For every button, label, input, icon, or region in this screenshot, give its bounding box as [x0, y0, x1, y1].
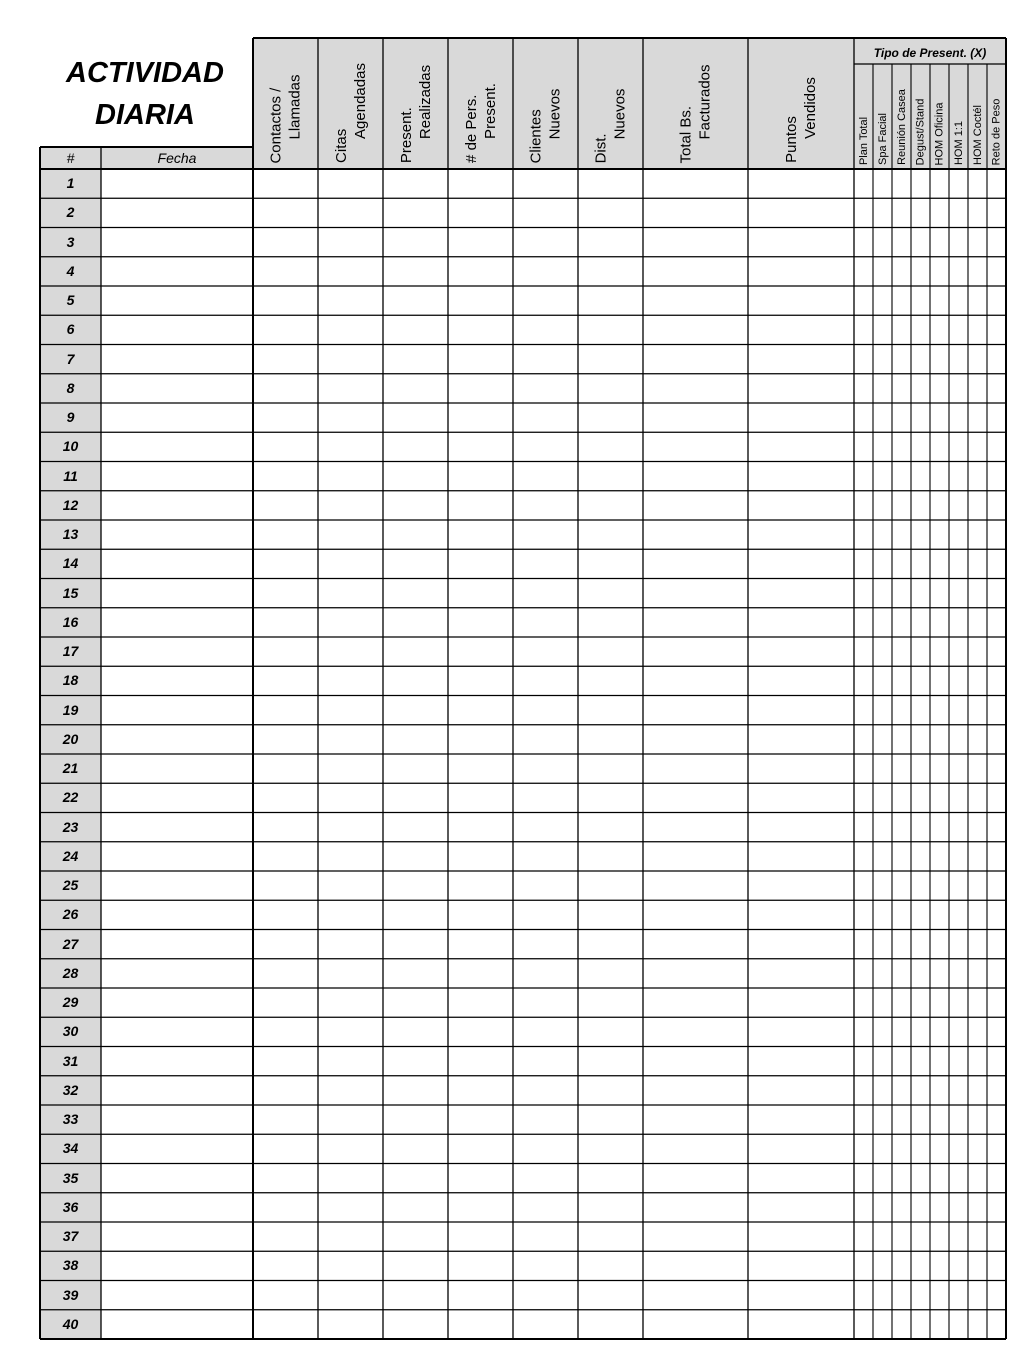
row-number: 6: [66, 321, 75, 338]
presentation-type-header-1: Spa Facial: [876, 113, 889, 165]
row-number: 9: [66, 409, 75, 425]
row-number: 37: [62, 1228, 79, 1244]
row-number: 36: [62, 1198, 79, 1215]
row-number: 21: [62, 760, 79, 776]
row-number: 29: [62, 994, 79, 1010]
metric-header-line-2: Nuevos: [546, 88, 564, 139]
metric-header-3: [461, 83, 499, 163]
date-column-header: Fecha: [157, 150, 197, 166]
row-number: 17: [62, 643, 79, 659]
row-number: 20: [62, 730, 79, 747]
presentation-type-header-6: HOM Coctél: [971, 105, 984, 165]
metric-header-line-1: Total Bs.: [677, 105, 695, 164]
row-number: 8: [66, 379, 75, 396]
row-number: 2: [66, 204, 75, 221]
row-number: 13: [62, 526, 79, 542]
metric-header-line-2: Nuevos: [611, 88, 629, 139]
row-number: 16: [62, 613, 79, 630]
row-number: 23: [62, 818, 79, 835]
metric-header-line-1: Citas: [332, 128, 350, 163]
metric-header-line-2: Facturados: [696, 63, 714, 140]
row-number: 11: [63, 467, 78, 484]
row-number: 30: [62, 1023, 79, 1040]
row-number: 28: [62, 964, 79, 981]
row-number: 10: [62, 438, 79, 455]
metric-header-6: [677, 64, 715, 163]
presentation-type-header-4: HOM Oficina: [933, 102, 946, 165]
presentation-type-header-3: Degust/Stand: [914, 98, 927, 165]
title-line-1: ACTIVIDAD: [66, 57, 224, 89]
presentation-type-header-5: HOM 1:1: [952, 120, 965, 166]
row-number: 26: [62, 906, 79, 923]
metric-header-4: [526, 88, 564, 163]
metric-header-0: [267, 74, 305, 163]
row-number: 18: [62, 672, 79, 689]
metric-header-1: [331, 63, 369, 163]
row-number: 4: [66, 262, 75, 279]
row-number: 38: [62, 1257, 79, 1274]
metric-header-line-1: Puntos: [782, 116, 800, 163]
metric-header-line-1: Present.: [397, 107, 415, 164]
metric-header-line-1: Dist.: [592, 132, 610, 163]
presentation-type-header-7: Reto de Peso: [990, 98, 1003, 165]
row-number: 19: [62, 701, 79, 718]
metric-header-line-2: Llamadas: [286, 73, 304, 140]
presentation-type-header-2: Reunión Casea: [895, 89, 908, 165]
title-line-2: DIARIA: [95, 99, 195, 131]
presentation-type-group-header: Tipo de Present. (X): [873, 46, 987, 60]
metric-header-line-1: # de Pers.: [462, 94, 480, 163]
metric-header-line-1: Contactos /: [267, 87, 285, 164]
row-number: 27: [62, 935, 79, 952]
metric-header-line-1: Clientes: [527, 108, 545, 163]
metric-header-line-2: Realizadas: [416, 64, 434, 140]
row-number: 22: [62, 789, 79, 806]
row-number: 40: [62, 1315, 79, 1332]
row-number: 31: [62, 1052, 79, 1069]
sheet-title: [40, 52, 250, 136]
row-number: 5: [66, 292, 75, 308]
row-number: 39: [62, 1286, 79, 1303]
metric-header-line-2: Present.: [481, 83, 499, 139]
metric-header-line-2: Agendadas: [351, 63, 369, 139]
metric-header-line-2: Vendidos: [801, 77, 819, 139]
row-number: 7: [66, 350, 75, 367]
row-number: 34: [62, 1140, 79, 1157]
metric-header-7: [782, 77, 820, 163]
row-number: 15: [62, 584, 79, 601]
row-number: 14: [62, 555, 79, 572]
row-number: 35: [62, 1169, 79, 1186]
number-column-header: #: [66, 150, 75, 166]
presentation-type-header-0: Plan Total: [857, 116, 870, 166]
row-number: 33: [62, 1111, 79, 1127]
row-number: 32: [62, 1081, 79, 1098]
row-number: 24: [62, 847, 79, 864]
metric-header-5: [591, 88, 629, 163]
row-number: 3: [66, 233, 75, 250]
row-number: 12: [62, 496, 79, 513]
row-number: 25: [62, 877, 79, 893]
row-number: 1: [66, 175, 75, 191]
metric-header-2: [397, 65, 435, 163]
